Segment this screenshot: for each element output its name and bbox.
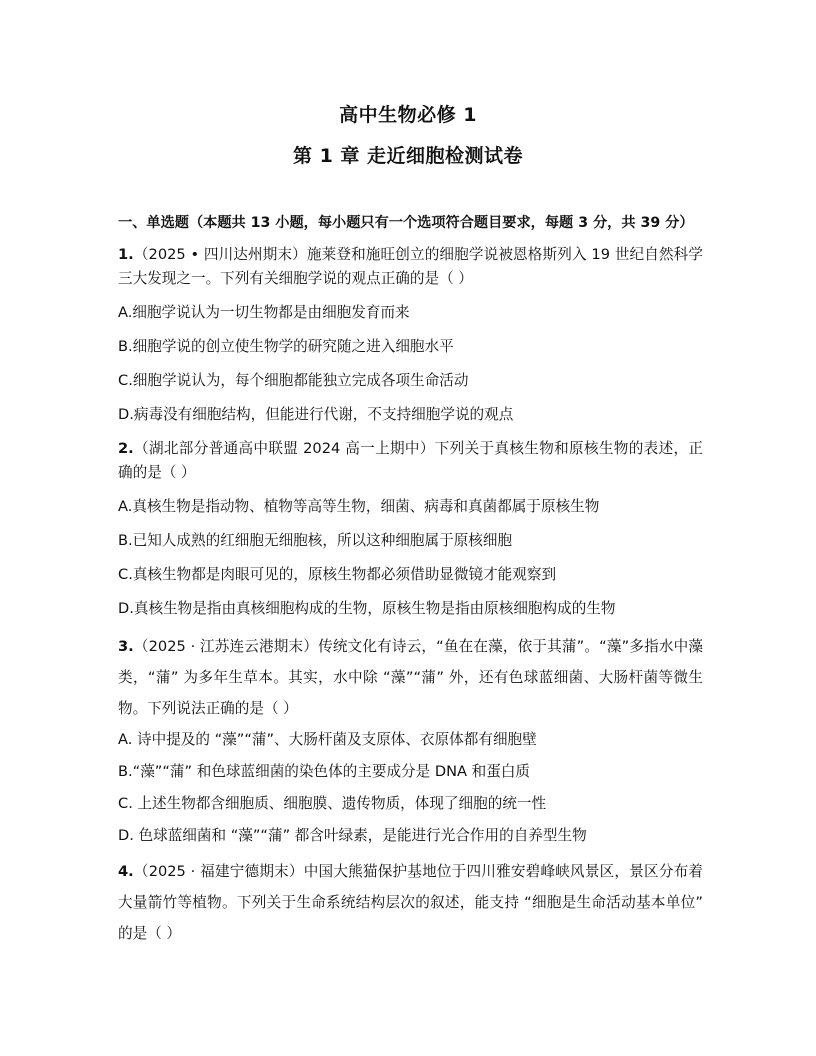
question-3 [118, 631, 703, 848]
document-body [118, 212, 703, 953]
question-2 [118, 437, 703, 621]
option-b: B.已知人成熟的红细胞无细胞核，所以这种细胞属于原核细胞 [118, 532, 513, 549]
question-stem [118, 856, 703, 949]
question-text: （湖北部分普通高中联盟 2024 高一上期中）下列关于真核生物和原核生物的表述，正确的是（ ） [118, 440, 703, 481]
option-b: B.细胞学说的创立使生物学的研究随之进入细胞水平 [118, 338, 454, 355]
question-text: （2025 · 福建宁德期末）中国大熊猫保护基地位于四川雅安碧峰峡风景区，景区分布着大量箭竹等植物。下列关于生命系统结构层次的叙述，能支持 “细胞是生命活动基本单位” 的是（ ） [118, 863, 703, 942]
question-text: （2025 · 江苏连云港期末）传统文化有诗云，“鱼在在藻，依于其蒲”。“藻”多指水中藻类，“蒲” 为多年生草本。其实，水中除 “藻”“蒲” 外，还有色球蓝细菌、大肠杆菌等微生物。下列说法正确的是（ ） [118, 638, 703, 717]
question-number: 1. [118, 246, 134, 263]
question-text: （2025 • 四川达州期末）施莱登和施旺创立的细胞学说被恩格斯列入 19 世纪自然科学三大发现之一。下列有关细胞学说的观点正确的是（ ） [118, 246, 703, 287]
question-stem [118, 437, 703, 485]
question-number: 4. [118, 863, 134, 880]
question-stem [118, 243, 703, 291]
option-a: A. 诗中提及的 “藻”“蒲”、大肠杆菌及支原体、衣原体都有细胞壁 [118, 731, 537, 748]
option-a: A.真核生物是指动物、植物等高等生物，细菌、病毒和真菌都属于原核生物 [118, 498, 600, 515]
chapter-title: 第 1 章 走近细胞检测试卷 [292, 145, 524, 167]
question-1 [118, 243, 703, 427]
option-b: B.“藻”“蒲” 和色球蓝细菌的染色体的主要成分是 DNA 和蛋白质 [118, 763, 531, 780]
option-d: D.真核生物是指由真核细胞构成的生物，原核生物是指由原核细胞构成的生物 [118, 600, 616, 617]
document-title: 高中生物必修 1 [339, 104, 477, 126]
option-a: A.细胞学说认为一切生物都是由细胞发育而来 [118, 304, 410, 321]
section-heading: 一、单选题（本题共 13 小题，每小题只有一个选项符合题目要求，每题 3 分，共 39 分） [118, 215, 694, 231]
option-d: D.病毒没有细胞结构，但能进行代谢，不支持细胞学说的观点 [118, 406, 514, 423]
option-c: C. 上述生物都含细胞质、细胞膜、遗传物质，体现了细胞的统一性 [118, 795, 547, 812]
question-4 [118, 856, 703, 949]
question-stem [118, 631, 703, 724]
option-c: C.真核生物都是肉眼可见的，原核生物都必须借助显微镜才能观察到 [118, 566, 557, 583]
question-number: 2. [118, 440, 134, 457]
option-d: D. 色球蓝细菌和 “藻”“蒲” 都含叶绿素，是能进行光合作用的自养型生物 [118, 827, 587, 844]
option-c: C.细胞学说认为，每个细胞都能独立完成各项生命活动 [118, 372, 469, 389]
question-number: 3. [118, 638, 134, 655]
